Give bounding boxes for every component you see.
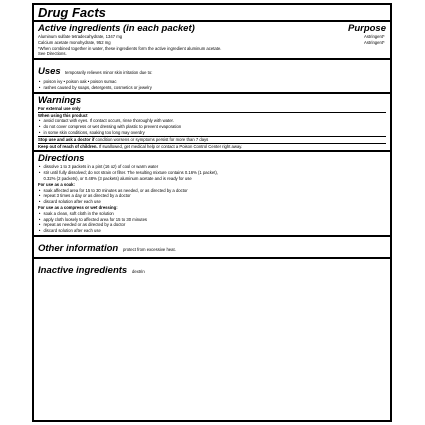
soak-heading: For use as a soak: [38,181,75,187]
uses-heading: Uses [38,66,61,78]
see-directions: See Directions. [38,51,67,57]
list-item: • repeat 3 times a day or as directed by a doctor [38,193,358,199]
list-item: • rashes caused by soaps, detergents, cosmetics or jewelry [38,85,358,91]
directions-heading: Directions [38,153,85,165]
list-item: • poison ivy • poison oak • poison sumac [38,79,358,85]
list-item: • dissolve 1 to 3 packets in a pint (16 oz) of cool or warm water [38,164,358,170]
list-item: • repeat as needed or as directed by a doctor [38,222,358,228]
keep-out-of-reach: Keep out of reach of children. If swallowed, get medical help or contact a Poison Control Center right away. [38,143,243,149]
ingredient-row: Calcium acetate monohydrate, 952 mg Astringent* [38,39,385,45]
list-item: • stir until fully dissolved; do not strain or filter. The resulting mixture contains 0.16% (1 packet), [38,170,358,176]
compress-heading: For use as a compress or wet dressing: [38,204,118,210]
stop-use: Stop use and ask a doctor if condition worsens or symptoms persist for more than 7 days [38,136,209,142]
inactive-ingredients-section: Inactive ingredients dextrin [38,264,145,276]
other-information-section: Other information protect from excessive heat. [38,242,176,254]
ingredient-row: Aluminum sulfate tetradecahydrate, 1347 mg Astringent* [38,34,385,39]
when-using-heading: When using this product [38,112,88,118]
active-note: *When combined together in water, these ingredients form the active ingredient aluminum acetate. [38,45,222,51]
list-item: • in some skin conditions, soaking too long may overdry [38,130,358,136]
list-item: • soak affected area for 15 to 30 minutes as needed, or as directed by a doctor [38,188,358,194]
warnings-heading: Warnings [38,94,82,106]
directions-section: Directions • dissolve 1 to 3 packets in a pint (16 oz) of cool or warm water • stir until fully dissolved; do not strain or filter. The resulting mixture contains 0.16% (1 packet), 0.32% (2 packets), or 0.48% (3 packets) aluminum acetate and is ready for use For use as a soak: • soak affected area for 15 to 30 minutes as needed, or as directed by a doctor • repeat 3 times a day or as directed by a doctor • discard solution after each use For use as a compress or wet dressing: • soak a clean, soft cloth in the solution • apply cloth loosely to affected area for 15 to 30 minutes • repeat as needed or as directed by a doctor • discard solution after each use [38,152,386,235]
active-ingredients-heading: Active ingredients (in each packet) [38,23,195,34]
external-use: For external use only [38,105,81,111]
list-item: • soak a clean, soft cloth in the solution [38,211,358,217]
list-item: • avoid contact with eyes. If contact occurs, rinse thoroughly with water. [38,118,358,124]
list-item: • discard solution after each use [38,228,358,234]
warnings-section [38,94,386,151]
list-item: • discard solution after each use [38,199,358,205]
list-item: • apply cloth loosely to affected area for 15 to 30 minutes [38,217,358,223]
list-item: • do not cover compress or wet dressing with plastic to prevent evaporation [38,124,358,130]
drug-facts-title: Drug Facts [38,5,106,20]
purpose-heading: Purpose [347,23,386,34]
other-information-heading: Other information [38,242,119,254]
drug-facts-panel [32,3,392,422]
active-ingredients-section [38,22,386,58]
inactive-ingredients-heading: Inactive ingredients [38,264,128,276]
uses-section: Uses temporarily relieves minor skin irritation due to: • poison ivy • poison oak • poison sumac • rashes caused by soaps, detergents, cosmetics or jewelry [38,60,386,92]
